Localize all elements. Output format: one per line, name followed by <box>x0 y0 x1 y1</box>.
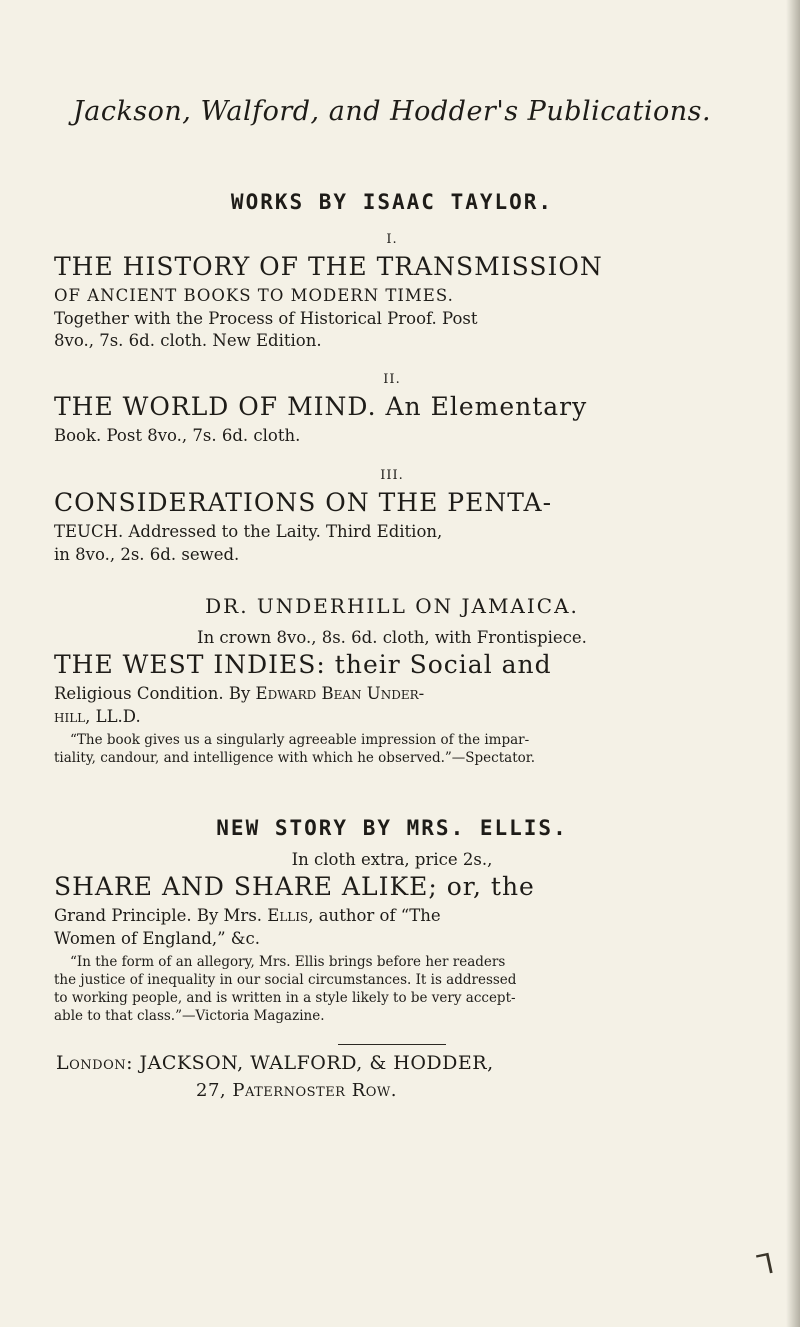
book-byline-continued: Women of England,” &c. <box>54 929 260 948</box>
author-degree: , LL.D. <box>85 707 141 726</box>
book-description: TEUCH. Addressed to the Laity. Third Edition, <box>54 522 443 541</box>
page-edge-shadow <box>786 0 800 1327</box>
item-numeral: I. <box>386 232 398 247</box>
underhill-section-heading: DR. UNDERHILL ON JAMAICA. <box>205 594 579 618</box>
imprint-city: London <box>56 1052 127 1074</box>
imprint-publisher-name: : JACKSON, WALFORD, & HODDER, <box>126 1052 494 1074</box>
review-quote: “The book gives us a singularly agreeable impression of the impar- <box>70 732 530 748</box>
book-byline <box>54 906 744 925</box>
ellis-section-heading: NEW STORY BY MRS. ELLIS. <box>216 816 568 840</box>
book-subtitle: An Elementary <box>376 392 588 421</box>
review-quote: tiality, candour, and intelligence with which he observed.”—Spectator. <box>54 750 536 766</box>
book-title: CONSIDERATIONS ON THE PENTA- <box>54 488 553 517</box>
book-price: 8vo., 7s. 6d. cloth. New Edition. <box>54 331 322 350</box>
book-byline <box>54 684 744 703</box>
book-title-line <box>54 650 744 679</box>
divider-rule <box>338 1044 446 1045</box>
running-head: Jackson, Walford, and Hodder's Publications. <box>72 96 712 127</box>
review-quote: “In the form of an allegory, Mrs. Ellis brings before her readers <box>70 954 506 970</box>
author-name: Edward Bean Under- <box>255 684 425 703</box>
book-title: SHARE AND SHARE ALIKE; <box>54 872 438 901</box>
taylor-section-heading: WORKS BY ISAAC TAYLOR. <box>230 190 554 214</box>
book-format: In crown 8vo., 8s. 6d. cloth, with Frontispiece. <box>197 628 587 647</box>
book-subtitle: their Social and <box>325 650 552 679</box>
book-title: THE WORLD OF MIND. <box>54 392 377 421</box>
book-price: Book. Post 8vo., 7s. 6d. cloth. <box>54 426 301 445</box>
byline-text: Religious Condition. By <box>54 684 256 703</box>
item-numeral: II. <box>383 372 401 387</box>
byline-text: , author of “The <box>308 906 441 925</box>
book-description: Together with the Process of Historical Proof. Post <box>54 309 478 328</box>
author-name: hill <box>54 707 86 726</box>
book-title-line <box>54 392 744 421</box>
review-quote: to working people, and is written in a style likely to be very accept- <box>54 990 516 1006</box>
review-quote: able to that class.”—Victoria Magazine. <box>54 1008 325 1024</box>
book-byline-continued <box>54 707 744 726</box>
book-price: in 8vo., 2s. 6d. sewed. <box>54 545 240 564</box>
book-title: THE WEST INDIES: <box>54 650 326 679</box>
book-format: In cloth extra, price 2s., <box>291 850 493 869</box>
book-title-continued: OF ANCIENT BOOKS TO MODERN TIMES. <box>54 286 454 305</box>
item-numeral: III. <box>380 468 404 483</box>
imprint-address: 27, Paternoster Row. <box>196 1080 397 1101</box>
book-title-line <box>54 872 744 901</box>
pencil-mark-icon: ⅂ <box>754 1246 777 1283</box>
review-quote: the justice of inequality in our social circumstances. It is addressed <box>54 972 517 988</box>
book-title: THE HISTORY OF THE TRANSMISSION <box>54 252 603 281</box>
imprint-publisher <box>56 1052 746 1074</box>
byline-text: Grand Principle. By Mrs. <box>54 906 268 925</box>
book-subtitle: or, the <box>437 872 535 901</box>
author-name: Ellis <box>267 906 309 925</box>
